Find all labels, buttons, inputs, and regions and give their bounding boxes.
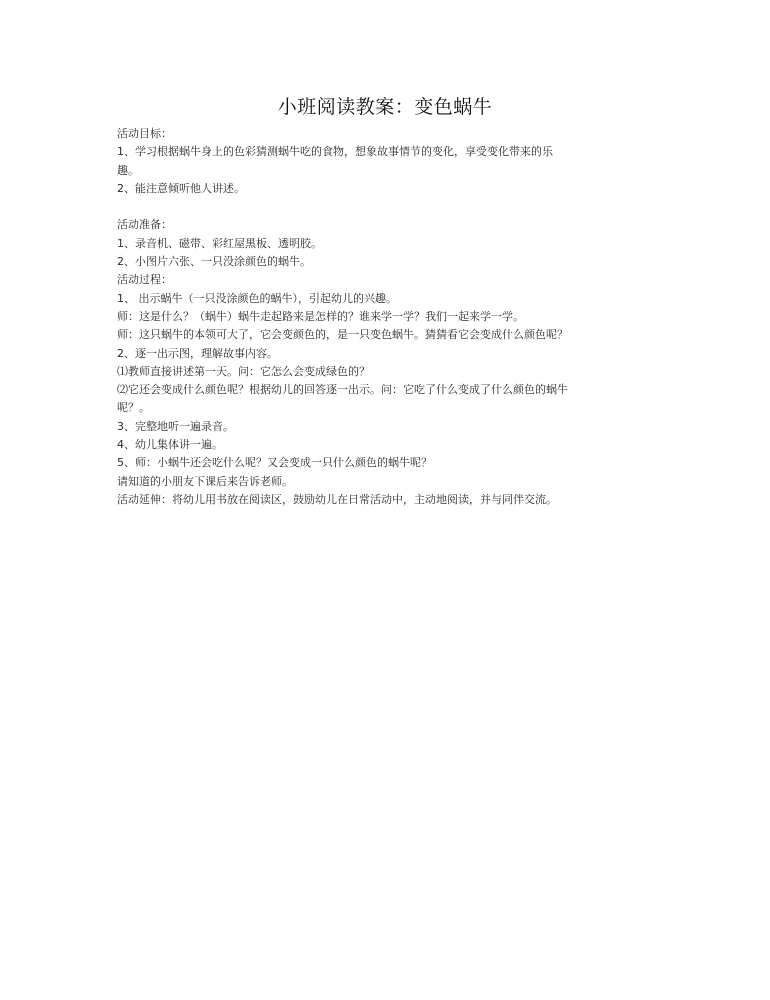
process-step-2: 2、逐一出示图，理解故事内容。 — [117, 346, 278, 360]
process-substep-2-continued: 呢？。 — [117, 401, 150, 415]
document-body — [117, 125, 652, 509]
process-step-1: 1、 出示蜗牛（一只没涂颜色的蜗牛），引起幼儿的兴趣。 — [117, 291, 397, 305]
process-closing: 请知道的小朋友下课后来告诉老师。 — [117, 474, 293, 488]
blank-line — [117, 198, 652, 216]
section-heading-process: 活动过程： — [117, 273, 172, 287]
preparation-item-1: 1、录音机、磁带、彩红屋黑板、透明胶。 — [117, 236, 322, 250]
goal-item-2: 2、能注意倾听他人讲述。 — [117, 181, 245, 195]
section-heading-goals: 活动目标： — [117, 127, 172, 140]
preparation-item-2: 2、小图片六张、一只没涂颜色的蜗牛。 — [117, 255, 311, 269]
section-heading-preparation: 活动准备： — [117, 218, 172, 232]
process-step-5: 5、师：小蜗牛还会吃什么呢？又会变成一只什么颜色的蜗牛呢？ — [117, 456, 432, 470]
activity-extension: 活动延伸：将幼儿用书放在阅读区，鼓励幼儿在日常活动中，主动地阅读，并与同伴交流。 — [117, 492, 557, 506]
process-step-4: 4、幼儿集体讲一遍。 — [117, 438, 223, 452]
process-step-3: 3、完整地听一遍录音。 — [117, 419, 234, 433]
process-substep-2: ⑵它还会变成什么颜色呢？根据幼儿的回答逐一出示。问：它吃了什么变成了什么颜色的蜗牛 — [117, 383, 568, 397]
process-dialogue-2: 师：这只蜗牛的本领可大了，它会变颜色的，是一只变色蜗牛。猜猜看它会变成什么颜色呢？ — [117, 328, 568, 342]
process-dialogue-1: 师：这是什么？（蜗牛）蜗牛走起路来是怎样的？谁来学一学？我们一起来学一学。 — [117, 309, 524, 323]
goal-item-1: 1、学习根据蜗牛身上的色彩猜测蜗牛吃的食物，想象故事情节的变化，享受变化带来的乐 — [117, 145, 553, 159]
goal-item-1-continued: 趣。 — [117, 163, 139, 177]
process-substep-1: ⑴教师直接讲述第一天。问：它怎么会变成绿色的？ — [117, 364, 370, 378]
document-title: 小班阅读教案：变色蜗牛 — [277, 96, 493, 118]
